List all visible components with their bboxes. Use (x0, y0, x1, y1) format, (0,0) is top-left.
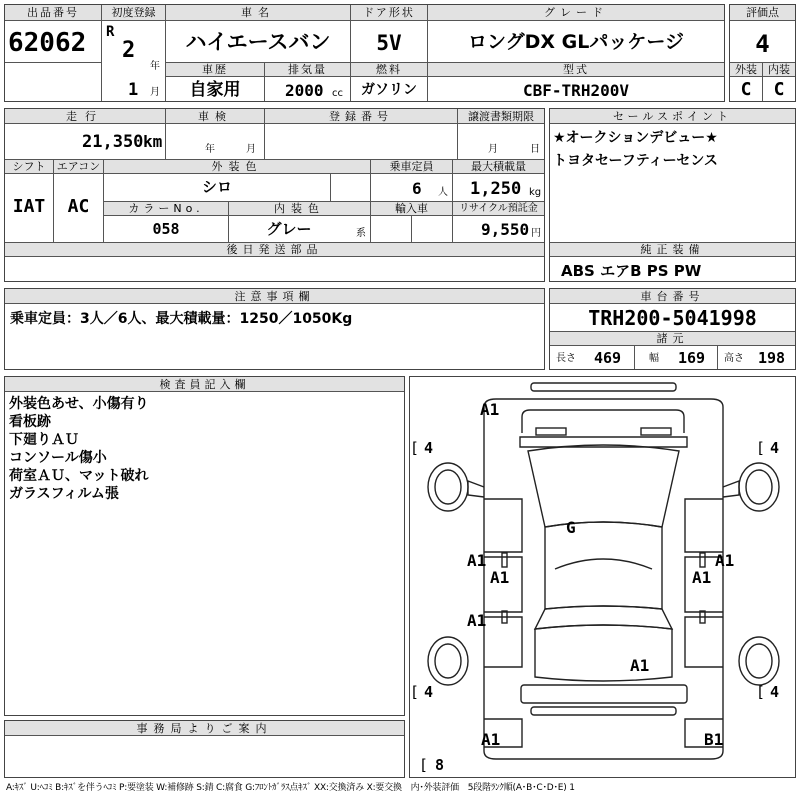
mileage-label: 走行 (66, 110, 104, 123)
inspector-label: 検査員記入欄 (159, 378, 250, 391)
fuel: ガソリン (361, 82, 417, 98)
dims-label: 諸元 (656, 332, 689, 345)
exterior-label: 外装 (735, 63, 757, 76)
transfer-label: 譲渡書類期限 (468, 110, 534, 123)
month-unit: 月 (150, 87, 160, 98)
inspector-line-1: 外装色あせ、小傷有り (9, 396, 149, 412)
sales-point-line-2: トヨタセーフティーセンス (553, 153, 718, 169)
displacement-unit: cc (332, 88, 343, 99)
sales-point-line-1: ★オークションデビュー★ (553, 130, 718, 146)
grade: ロングDX GLパッケージ (468, 31, 684, 53)
notes-label: 注意事項欄 (234, 290, 315, 303)
legend-text: A:ｷｽﾞ U:ﾍｺﾐ B:ｷｽﾞを伴うﾍｺﾐ P:要塗装 W:補修跡 S:錆 C:腐食 G:ﾌﾛﾝﾄｶﾞﾗｽ点ｷｽﾞ XX:交換済み X:要交換 内･外装評価 5段階ﾗﾝｸ順(A･B･C･D･E) 1 (6, 783, 575, 793)
inspector-line-3: 下廻りＡＵ (9, 432, 79, 448)
chassis-label: 車台番号 (640, 290, 705, 303)
tire-front-right: 4 (770, 439, 780, 457)
inspector-line-5: 荷室ＡＵ、マット破れ (9, 468, 149, 484)
car-name: ハイエースバン (185, 30, 331, 54)
recycle-label: リサイクル預託金 (459, 203, 538, 214)
mark-right-front: A1 (715, 551, 735, 570)
height-label: 高さ (724, 353, 744, 364)
mark-center: G (566, 518, 576, 537)
notes-text: 乗車定員：3人／6人、最大積載量：1250／1050Kg (10, 311, 353, 327)
int-color: グレー (266, 220, 312, 238)
history: 自家用 (189, 80, 241, 100)
grade-label: グレード (544, 6, 608, 19)
equipment-label: 純正装備 (640, 243, 705, 256)
year-unit: 年 (150, 61, 160, 72)
ext-color-label: 外装色 (211, 160, 263, 173)
mark-rear-right: B1 (704, 730, 724, 749)
transfer-month-unit: 月 (488, 144, 498, 155)
reg-year: 2 (122, 38, 136, 63)
tire-spare: 8 (435, 756, 445, 774)
mileage-unit: km (143, 132, 163, 151)
fuel-label: 燃料 (376, 63, 402, 76)
max-load: 1,250 (470, 179, 522, 199)
recycle-unit: 円 (531, 228, 541, 239)
door-label: ドア形状 (363, 6, 415, 19)
car-outline-drawing (410, 377, 797, 779)
mark-right-front2: A1 (692, 568, 712, 587)
car-name-label: 車名 (241, 6, 275, 19)
color-no: 058 (152, 220, 180, 238)
sales-point-label: セールスポイント (612, 110, 732, 123)
inspection-month-unit: 月 (246, 144, 256, 155)
int-color-label: 内装色 (274, 202, 325, 215)
mark-left-front: A1 (467, 551, 487, 570)
mark-front-left: A1 (480, 400, 500, 419)
score-label: 評価点 (746, 6, 779, 19)
capacity-label: 乗車定員 (389, 160, 434, 173)
mark-rear-roof: A1 (630, 656, 650, 675)
inspector-line-4: コンソール傷小 (9, 450, 107, 466)
exterior-grade: C (740, 79, 752, 100)
displacement-label: 排気量 (288, 63, 327, 76)
first-reg-label: 初度登録 (111, 6, 156, 19)
capacity-unit: 人 (438, 187, 448, 198)
model-label: 型式 (563, 63, 589, 76)
lot-number: 62062 (8, 28, 87, 58)
later-parts-label: 後日発送部品 (226, 243, 323, 256)
capacity: 6 (412, 179, 422, 198)
width-label: 幅 (649, 353, 659, 364)
length: 469 (594, 349, 622, 367)
reg-no-label: 登録番号 (329, 110, 393, 123)
lot-label: 出品番号 (27, 6, 79, 19)
score: 4 (755, 30, 770, 58)
mileage: 21,350 (82, 132, 144, 152)
ext-color: シロ (201, 178, 232, 196)
displacement: 2000 (285, 81, 324, 100)
inspector-line-2: 看板跡 (9, 414, 51, 430)
chassis-number: TRH200-5041998 (588, 306, 757, 330)
width: 169 (678, 349, 706, 367)
int-color-unit: 系 (356, 228, 366, 239)
inspector-line-6: ガラスフィルム張 (9, 486, 119, 502)
reg-era: R (106, 24, 115, 40)
length-label: 長さ (556, 353, 576, 364)
door-type: 5V (376, 31, 402, 55)
inspector-block (4, 376, 405, 716)
inspection-label: 車検 (198, 110, 232, 123)
reg-month: 1 (128, 80, 139, 100)
interior-grade: C (773, 79, 785, 100)
color-no-label: カラーNo. (128, 202, 204, 215)
inspection-year-unit: 年 (205, 144, 215, 155)
tire-front-left: 4 (424, 439, 434, 457)
car-diagram (409, 376, 796, 778)
equipment-value: ABS エアB PS PW (561, 262, 702, 280)
height: 198 (758, 349, 786, 367)
shift-label: シフト (12, 160, 46, 173)
recycle: 9,550 (481, 220, 530, 239)
history-label: 車歴 (202, 63, 228, 76)
mark-left-rear: A1 (467, 611, 487, 630)
max-load-label: 最大積載量 (471, 160, 526, 173)
ac: AC (67, 196, 90, 217)
tire-rear-right: 4 (770, 683, 780, 701)
interior-label: 内装 (768, 63, 790, 76)
shift: IAT (12, 196, 46, 217)
office-label: 事務局よりご案内 (136, 722, 273, 735)
mark-left-front2: A1 (490, 568, 510, 587)
import-label: 輸入車 (395, 202, 428, 215)
mark-rear-left: A1 (481, 730, 501, 749)
max-load-unit: kg (529, 187, 542, 198)
ac-label: エアコン (56, 160, 101, 173)
tire-rear-left: 4 (424, 683, 434, 701)
transfer-day-unit: 日 (530, 144, 540, 155)
model: CBF-TRH200V (523, 81, 629, 100)
